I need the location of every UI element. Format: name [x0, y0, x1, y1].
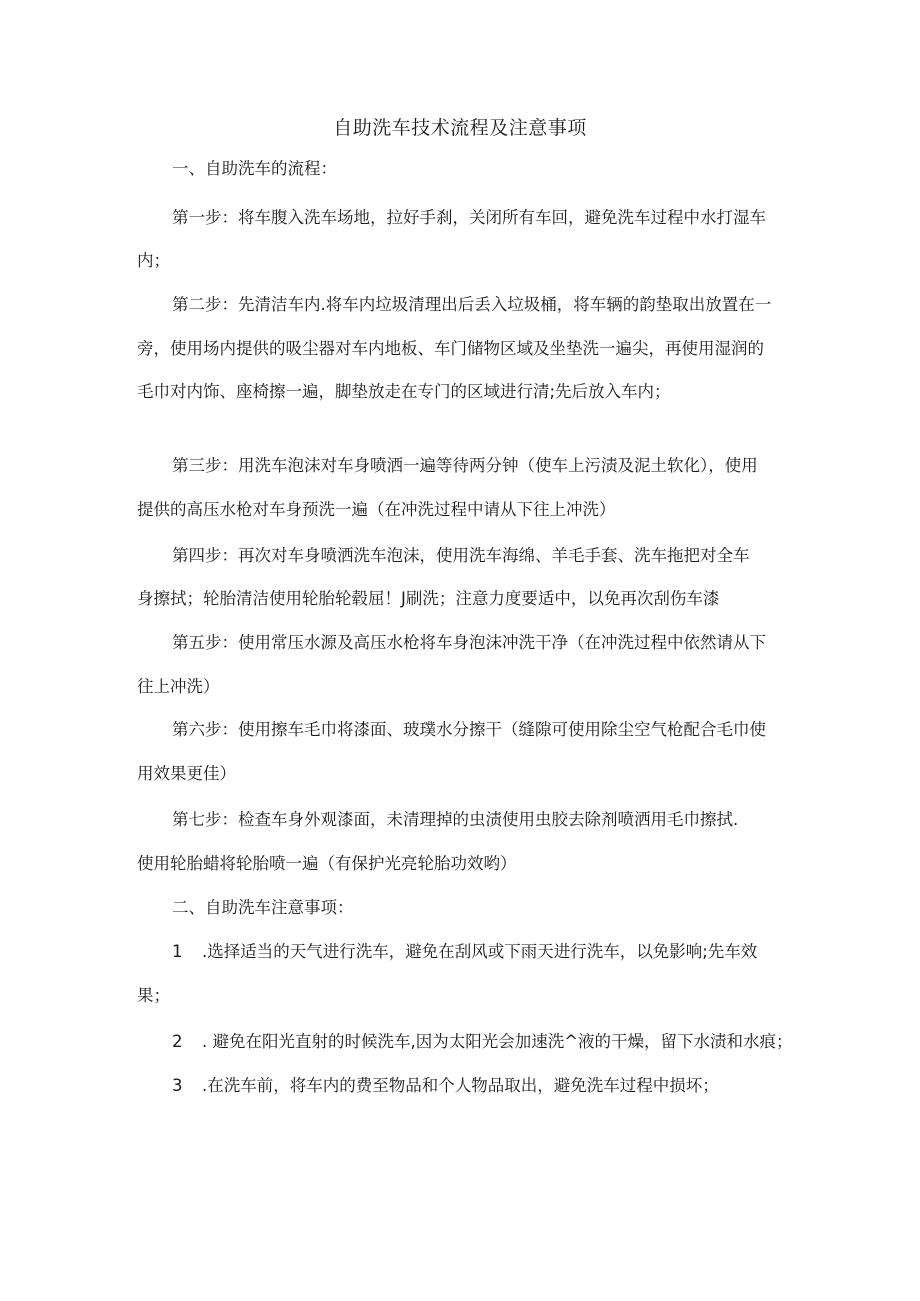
step7-line1: 第七步：检查车身外观漆面，未清理掉的虫渍使用虫胶去除剂喷洒用毛巾擦拭.	[172, 810, 739, 829]
note-3-text: .在洗车前，将车内的费至物品和个人物品取出，避免洗车过程中损坏；	[202, 1076, 719, 1095]
step4-line2: 身擦拭；轮胎清洁使用轮胎轮毂屈！J刷洗；注意力度要适中，以免再次刮伤车漆	[137, 589, 720, 608]
note-2-number: 2	[172, 1032, 183, 1051]
step3-line1: 第三步：用洗车泡沫对车身喷洒一遍等待两分钟（使车上污渍及泥土软化），使用	[172, 456, 758, 475]
step6-line1: 第六步：使用擦车毛巾将漆面、玻璞水分擦干（缝隙可使用除尘空气枪配合毛巾使	[172, 720, 766, 739]
step7-line2: 使用轮胎蜡将轮胎喷一遍（有保护光亮轮胎功效哟）	[137, 854, 517, 873]
step4-line1: 第四步：再次对车身喷洒洗车泡沫，使用洗车海绵、羊毛手套、洗车拖把对全车	[172, 546, 750, 565]
step2-line2: 旁，使用场内提供的吸尘器对车内地板、车门储物区域及坐垫洗一遍尖，再使用湿润的	[137, 339, 764, 358]
step2-line1: 第二步：先清洁车内.将车内垃圾清理出后丢入垃圾桶，将车辆的韵垫取出放置在一	[172, 295, 772, 314]
note-3	[172, 1075, 719, 1097]
step1-line2: 内；	[137, 251, 170, 270]
section-heading-notes: 二、自助洗车注意事项：	[172, 898, 354, 917]
document-title: 自助洗车技术流程及注意事项	[333, 117, 587, 139]
section-heading-process: 一、自助洗车的流程：	[172, 159, 337, 178]
note-1-line2: 果；	[137, 986, 170, 1005]
note-1-text: .选择适当的天气进行洗车，避免在刮风或下雨天进行洗车，以免影响;先车效	[202, 942, 758, 961]
note-2-text: . 避免在阳光直射的时候洗车,因为太阳光会加速洗^液的干燥，留下水渍和水痕；	[202, 1032, 793, 1051]
note-2	[172, 1031, 793, 1053]
step3-line2: 提供的高压水枪对车身预洗一遍（在冲洗过程中请从下往上冲洗）	[137, 500, 616, 519]
step1-line1: 第一步：将车腹入洗车场地，拉好手刹，关闭所有车回，避免洗车过程中水打湿车	[172, 208, 766, 227]
note-1-number: 1	[172, 942, 183, 961]
step5-line1: 第五步：使用常压水源及高压水枪将车身泡沫冲洗干净（在冲洗过程中依然请从下	[172, 633, 766, 652]
step6-line2: 用效果更佳）	[137, 764, 236, 783]
note-1-line1	[172, 941, 757, 963]
note-3-number: 3	[172, 1076, 183, 1095]
step2-line3: 毛巾对内饰、座椅擦一遍，脚垫放走在专门的区域进行清;先后放入车内；	[137, 382, 671, 401]
step5-line2: 往上冲洗）	[137, 677, 220, 696]
